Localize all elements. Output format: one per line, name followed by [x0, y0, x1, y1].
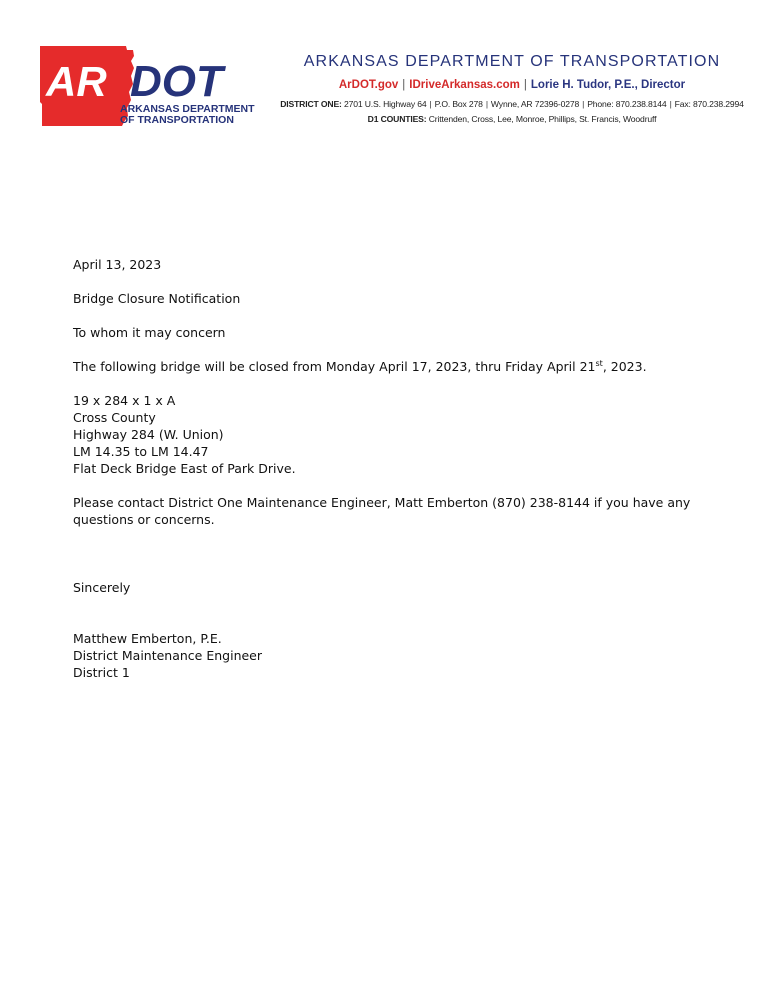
logo-dot-text: DOT [130, 57, 223, 106]
district-label: DISTRICT ONE: [280, 99, 342, 109]
logo-ar-text: AR [46, 58, 107, 105]
letter-closing: Sincerely [73, 580, 131, 595]
letter-subject: Bridge Closure Notification [73, 291, 241, 306]
idrivearkansas-link[interactable]: IDriveArkansas.com [409, 79, 520, 91]
district-info: DISTRICT ONE: 2701 U.S. Highway 64 | P.O. Box 278 | Wynne, AR 72396-0278 | Phone: 870.238.8144 | Fax: 870.238.2994 [280, 99, 744, 109]
bridge-description: Flat Deck Bridge East of Park Drive. [73, 461, 296, 476]
director-name: Lorie H. Tudor, P.E., Director [530, 79, 686, 91]
bridge-highway: Highway 284 (W. Union) [73, 427, 224, 442]
bridge-county: Cross County [73, 410, 156, 425]
contact-paragraph: Please contact District One Maintenance Engineer, Matt Emberton (870) 238-8144 if you have any questions or concerns. [73, 495, 691, 527]
district-address: 2701 U.S. Highway 64 [344, 99, 427, 109]
signer-name: Matthew Emberton, P.E. [73, 631, 222, 646]
closure-date-suffix: st [595, 358, 603, 368]
bridge-id: 19 x 284 x 1 x A [73, 393, 176, 408]
signer-district: District 1 [73, 665, 130, 680]
counties-label: D1 COUNTIES: [367, 114, 427, 124]
district-counties [262, 114, 762, 124]
district-city: Wynne, AR 72396-0278 [490, 99, 580, 109]
closure-statement [73, 358, 723, 375]
logo-subtitle-line1: ARKANSAS DEPARTMENT [120, 103, 255, 115]
letter-salutation: To whom it may concern [73, 325, 226, 340]
letter-body [73, 256, 723, 681]
letterhead-links: ArDOT.gov | IDriveArkansas.com | Lorie H. Tudor, P.E., Director [338, 79, 686, 91]
letter-date: April 13, 2023 [73, 257, 162, 272]
district-phone: Phone: 870.238.8144 [587, 99, 667, 109]
closure-text: The following bridge will be closed from Monday April 17, 2023, thru Friday April 21 [73, 359, 596, 374]
district-fax: Fax: 870.238.2994 [674, 99, 744, 109]
ardot-link[interactable]: ArDOT.gov [338, 79, 399, 91]
logo-subtitle-line2: OF TRANSPORTATION [120, 114, 234, 126]
signer-title: District Maintenance Engineer [73, 648, 263, 663]
district-po-box: P.O. Box 278 [434, 99, 483, 109]
bridge-log-mile: LM 14.35 to LM 14.47 [73, 444, 209, 459]
ardot-logo [38, 44, 260, 128]
closure-text-end: , 2023. [602, 359, 647, 374]
letterhead [0, 0, 773, 140]
counties-list: Crittenden, Cross, Lee, Monroe, Phillips, St. Francis, Woodruff [428, 114, 657, 124]
agency-name: ARKANSAS DEPARTMENT OF TRANSPORTATION [303, 53, 721, 70]
